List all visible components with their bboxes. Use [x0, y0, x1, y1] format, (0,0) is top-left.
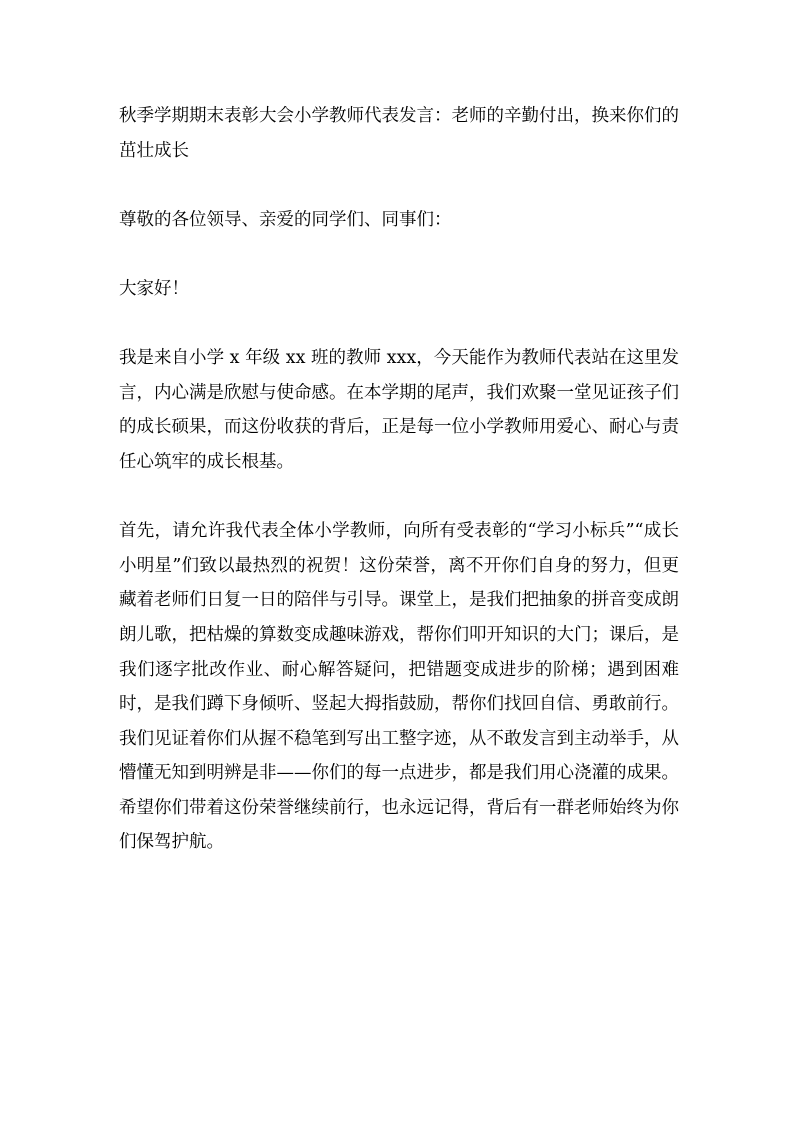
document-body [119, 99, 679, 895]
paragraph-congratulations: 首先，请允许我代表全体小学教师，向所有受表彰的“学习小标兵”“成长小明星”们致以最热烈的祝贺！这份荣誉，离不开你们自身的努力，但更藏着老师们日复一日的陪伴与引导。课堂上，是我们把抽象的拼音变成朗朗儿歌，把枯燥的算数变成趣味游戏，帮你们叩开知识的大门；课后，是我们逐字批改作业、耐心解答疑问，把错题变成进步的阶梯；遇到困难时，是我们蹲下身倾听、竖起大拇指鼓励，帮你们找回自信、勇敢前行。我们见证着你们从握不稳笔到写出工整字迹，从不敢发言到主动举手，从懵懂无知到明辨是非——你们的每一点进步，都是我们用心浇灌的成果。希望你们带着这份荣誉继续前行，也永远记得，背后有一群老师始终为你们保驾护航。 [119, 521, 679, 853]
opening-greeting: 大家好！ [119, 278, 189, 299]
paragraph-introduction: 我是来自小学 x 年级 xx 班的教师 xxx，今天能作为教师代表站在这里发言，内心满是欣慰与使命感。在本学期的尾声，我们欢聚一堂见证孩子们的成长硕果，而这份收获的背后，正是每一位小学教师用爱心、耐心与责任心筑牢的成长根基。 [119, 348, 679, 472]
document-title: 秋季学期期末表彰大会小学教师代表发言：老师的辛勤付出，换来你们的茁壮成长 [119, 106, 679, 161]
salutation: 尊敬的各位领导、亲爱的同学们、同事们： [119, 209, 452, 230]
